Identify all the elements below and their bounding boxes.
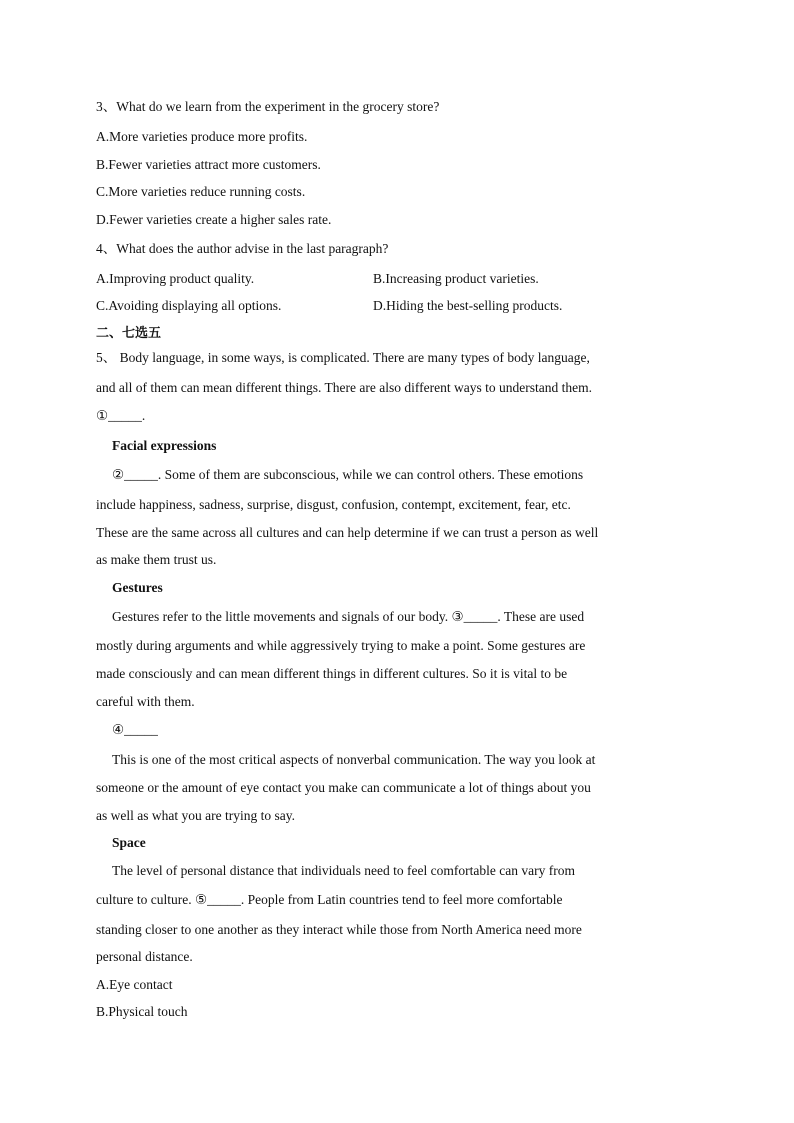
q4-option-c: C.Avoiding displaying all options. <box>96 298 282 313</box>
q4-option-d: D.Hiding the best-selling products. <box>373 298 563 313</box>
section-title: 二、七选五 <box>96 326 162 341</box>
passage-line: include happiness, sadness, surprise, disgust, confusion, contempt, excitement, fear, etc. <box>96 497 571 512</box>
passage-line: This is one of the most critical aspects of nonverbal communication. The way you look at <box>112 752 596 767</box>
passage-line: as make them trust us. <box>96 552 217 567</box>
passage-line: Gestures refer to the little movements and signals of our body. ③_____. These are used <box>112 609 585 624</box>
passage-line: ②_____. Some of them are subconscious, while we can control others. These emotions <box>112 467 584 482</box>
passage-line: made consciously and can mean different things in different cultures. So it is vital to be <box>96 666 568 681</box>
q4-option-b: B.Increasing product varieties. <box>373 271 539 286</box>
answer-option-a: A.Eye contact <box>96 977 173 992</box>
passage-line: personal distance. <box>96 949 193 964</box>
subheading-facial-expressions: Facial expressions <box>112 438 217 453</box>
passage-line: These are the same across all cultures and can help determine if we can trust a person as well <box>96 525 599 540</box>
subheading-blank-4: ④_____ <box>112 722 158 737</box>
q3-option-a: A.More varieties produce more profits. <box>96 129 308 144</box>
q4-stem: 4、What does the author advise in the last paragraph? <box>96 241 389 256</box>
passage-line: culture to culture. ⑤_____. People from Latin countries tend to feel more comfortable <box>96 892 563 907</box>
subheading-gestures: Gestures <box>112 580 163 595</box>
passage-line: mostly during arguments and while aggressively trying to make a point. Some gestures are <box>96 638 586 653</box>
q4-option-a: A.Improving product quality. <box>96 271 255 286</box>
passage-line: standing closer to one another as they interact while those from North America need more <box>96 922 582 937</box>
passage-line: 5、 Body language, in some ways, is complicated. There are many types of body language, <box>96 350 590 365</box>
answer-option-b: B.Physical touch <box>96 1004 188 1019</box>
q3-stem: 3、What do we learn from the experiment in the grocery store? <box>96 99 440 114</box>
passage-line: someone or the amount of eye contact you make can communicate a lot of things about you <box>96 780 591 795</box>
q3-option-c: C.More varieties reduce running costs. <box>96 184 306 199</box>
q3-option-d: D.Fewer varieties create a higher sales rate. <box>96 212 332 227</box>
passage-line: careful with them. <box>96 694 195 709</box>
q3-option-b: B.Fewer varieties attract more customers. <box>96 157 321 172</box>
subheading-space: Space <box>112 835 146 850</box>
passage-line: The level of personal distance that individuals need to feel comfortable can vary from <box>112 863 575 878</box>
passage-line: as well as what you are trying to say. <box>96 808 295 823</box>
passage-line: and all of them can mean different things. There are also different ways to understand them. <box>96 380 592 395</box>
passage-line: ①_____. <box>96 408 146 423</box>
